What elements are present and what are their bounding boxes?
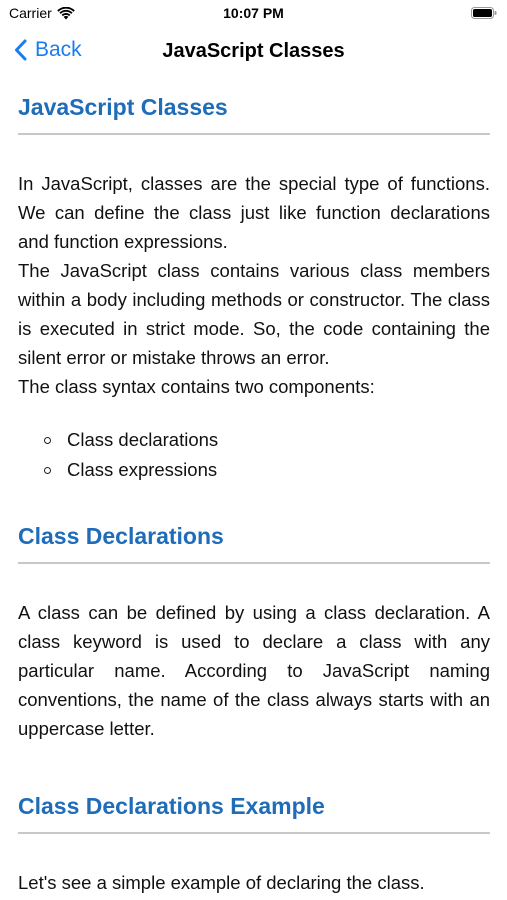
bullet-icon	[44, 467, 51, 474]
paragraph: A class can be defined by using a class declaration. A class keyword is used to declare a class with any particular name. According to JavaScript naming conventions, the name of the class always starts with an uppercase letter.	[18, 602, 490, 739]
list-item-label: Class declarations	[67, 429, 219, 450]
bullet-list	[18, 425, 490, 485]
list-item	[18, 455, 490, 485]
section-heading: JavaScript Classes	[18, 94, 228, 120]
paragraph: The class syntax contains two components:	[18, 376, 375, 397]
section-heading: Class Declarations	[18, 523, 224, 549]
status-bar	[0, 0, 507, 28]
paragraph: In JavaScript, classes are the special type of functions. We can define the class just like function declarations and function expressions.	[18, 173, 490, 252]
section-class-declarations-example	[18, 783, 490, 897]
battery-full-icon	[471, 7, 497, 19]
article-content	[18, 84, 490, 897]
section-javascript-classes	[18, 84, 490, 485]
divider	[18, 562, 490, 564]
carrier-label: Carrier	[9, 5, 52, 21]
paragraph: Let's see a simple example of declaring the class.	[18, 872, 425, 893]
list-item-label: Class expressions	[67, 459, 218, 480]
section-class-declarations	[18, 513, 490, 743]
paragraph: The JavaScript class contains various class members within a body including methods or constructor. The class is executed in strict mode. So, the code containing the silent error or mistake throws an error.	[18, 260, 490, 368]
back-label: Back	[35, 38, 82, 61]
divider	[18, 832, 490, 834]
navigation-bar	[0, 30, 507, 76]
list-item	[18, 425, 490, 455]
divider	[18, 133, 490, 135]
page-title: JavaScript Classes	[162, 40, 345, 62]
bullet-icon	[44, 437, 51, 444]
section-heading: Class Declarations Example	[18, 793, 325, 819]
status-time: 10:07 PM	[223, 5, 284, 21]
